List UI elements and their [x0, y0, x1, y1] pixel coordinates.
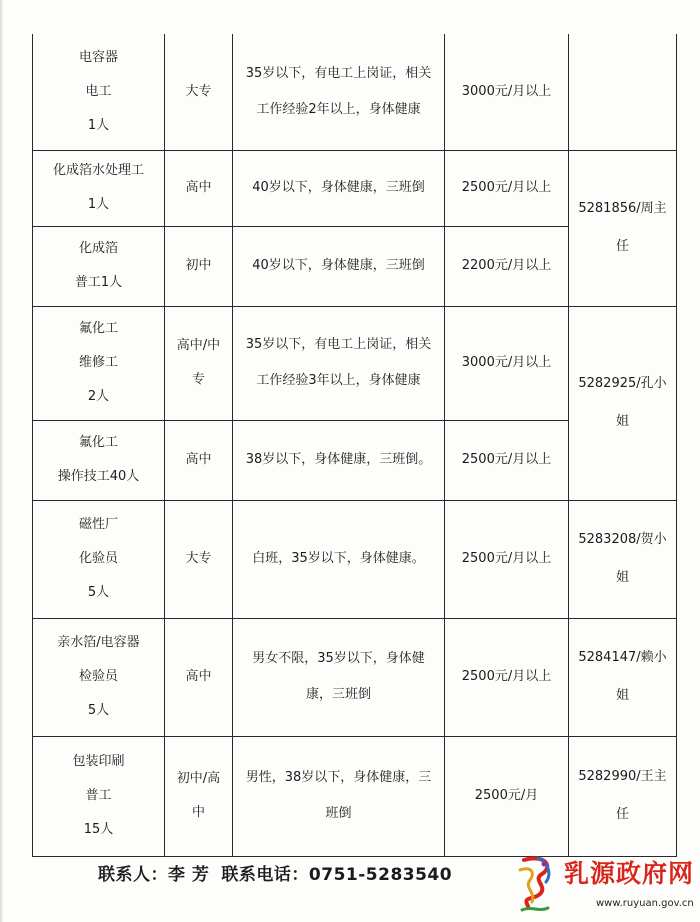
- scan-edge: [0, 0, 3, 922]
- salary-cell: 2500元/月以上: [445, 150, 569, 226]
- requirements-cell: 35岁以下，有电工上岗证，相关工作经验3年以上，身体健康: [233, 306, 445, 420]
- table-row: [33, 306, 677, 420]
- requirements-cell: 40岁以下，身体健康，三班倒: [233, 150, 445, 226]
- site-watermark: [514, 850, 696, 918]
- education-cell: 高中/中专: [165, 306, 233, 420]
- salary-cell: 2500元/月以上: [445, 500, 569, 618]
- position-cell: 氟化工 操作技工40人: [33, 420, 165, 500]
- table-row: [33, 150, 677, 226]
- education-cell: 高中: [165, 150, 233, 226]
- position-cell: 化成箔 普工1人: [33, 226, 165, 306]
- dragon-logo-icon: [514, 852, 558, 914]
- salary-cell: 3000元/月以上: [445, 306, 569, 420]
- contact-cell: 5282925/孔小姐: [569, 306, 677, 500]
- contact-cell: 5281856/周主任: [569, 150, 677, 306]
- phone-number: 0751-5283540: [308, 865, 453, 885]
- salary-cell: 2500元/月以上: [445, 618, 569, 736]
- requirements-cell: 男女不限，35岁以下，身体健康，三班倒: [233, 618, 445, 736]
- position-cell: 电容器 电工 1人: [33, 34, 165, 150]
- salary-cell: 2500元/月以上: [445, 420, 569, 500]
- contact-cell: 5284147/赖小姐: [569, 618, 677, 736]
- watermark-url: www.ruyuan.gov.cn: [596, 898, 694, 909]
- position-cell: 磁性厂 化验员 5人: [33, 500, 165, 618]
- watermark-site-name: 乳源政府网: [564, 859, 695, 888]
- requirements-cell: 40岁以下，身体健康，三班倒: [233, 226, 445, 306]
- education-cell: 初中: [165, 226, 233, 306]
- table-row: [33, 618, 677, 736]
- salary-cell: 2500元/月: [445, 736, 569, 856]
- table-row: [33, 736, 677, 856]
- table-row: [33, 500, 677, 618]
- contact-footer: [98, 860, 452, 885]
- education-cell: 初中/高中: [165, 736, 233, 856]
- position-cell: 氟化工 维修工 2人: [33, 306, 165, 420]
- position-cell: 亲水箔/电容器 检验员 5人: [33, 618, 165, 736]
- requirements-cell: 白班，35岁以下，身体健康。: [233, 500, 445, 618]
- requirements-cell: 38岁以下，身体健康，三班倒。: [233, 420, 445, 500]
- requirements-cell: 35岁以下，有电工上岗证，相关工作经验2年以上，身体健康: [233, 34, 445, 150]
- education-cell: 高中: [165, 420, 233, 500]
- salary-cell: 3000元/月以上: [445, 34, 569, 150]
- contact-cell: 5283208/贺小姐: [569, 500, 677, 618]
- education-cell: 高中: [165, 618, 233, 736]
- contact-cell: [569, 34, 677, 150]
- table-row: [33, 34, 677, 150]
- contact-cell: 5282990/王主任: [569, 736, 677, 856]
- phone-label: 联系电话：: [221, 865, 309, 885]
- contact-person: 李 芳: [168, 865, 210, 885]
- position-cell: 化成箔水处理工 1人: [33, 150, 165, 226]
- requirements-cell: 男性，38岁以下，身体健康，三班倒: [233, 736, 445, 856]
- contact-person-label: 联系人：: [98, 865, 168, 885]
- position-cell: 包装印刷 普工 15人: [33, 736, 165, 856]
- education-cell: 大专: [165, 500, 233, 618]
- job-table: [32, 34, 677, 857]
- education-cell: 大专: [165, 34, 233, 150]
- salary-cell: 2200元/月以上: [445, 226, 569, 306]
